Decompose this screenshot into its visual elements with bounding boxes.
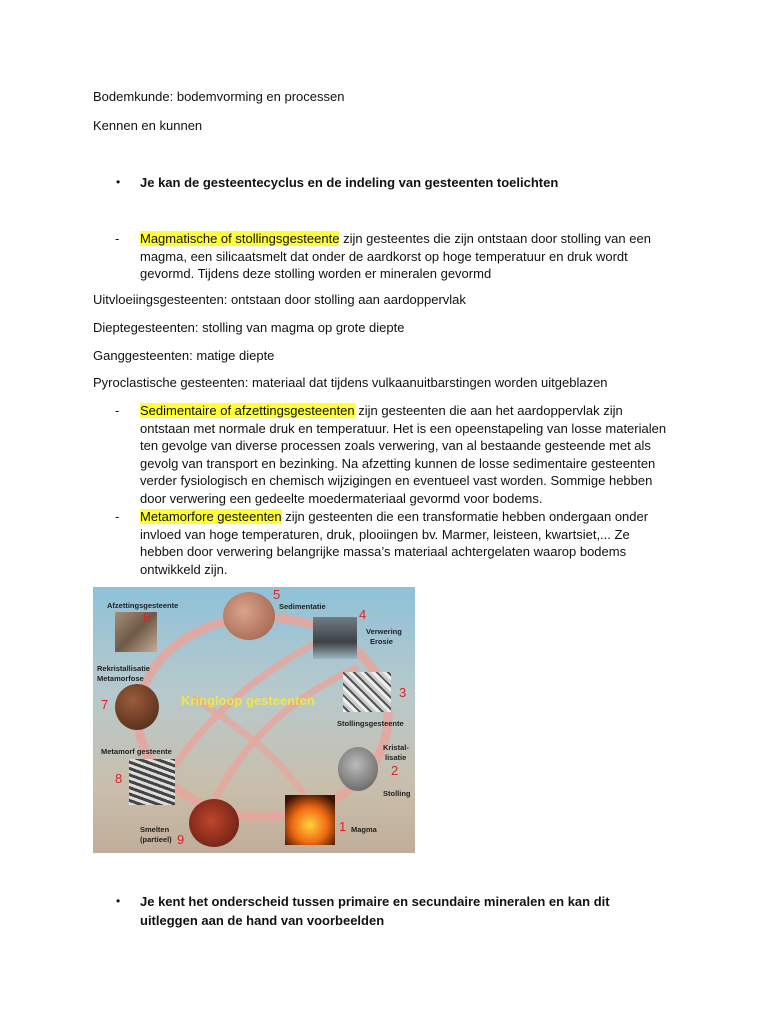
- sedimentair-line: gevolg van transport en bezinking. Na afzetting kunnen de losse sedimentaire gesteenten: [140, 455, 656, 471]
- label-erosie: Erosie: [370, 637, 393, 646]
- label-smelten: Smelten: [140, 825, 170, 834]
- type-uitvloeiing: Uitvloeiingsgesteenten: ontstaan door stolling aan aardoppervlak: [93, 292, 466, 307]
- magmatisch-line-1: zijn gesteentes die zijn ontstaan door stolling van een: [339, 231, 651, 246]
- igneous-rock-image: [343, 672, 391, 712]
- type-pyroclastisch: Pyroclastische gesteenten: materiaal dat tijdens vulkaanuitbarstingen worden uitgeblazen: [93, 375, 608, 390]
- sedimentair-line-1: zijn gesteenten die aan het aardoppervlak zijn: [354, 403, 623, 418]
- metamorf-line: hebben door verwering belangrijke massa’s materiaal achtergelaten waarop bodems: [140, 544, 627, 560]
- type-diepte: Dieptegesteenten: stolling van magma op grote diepte: [93, 320, 405, 335]
- bullet-2-symbol: •: [116, 894, 121, 908]
- label-kristallisatie-2: lisatie: [385, 753, 407, 762]
- label-sedimentatie: Sedimentatie: [279, 602, 326, 611]
- step-number-5: 5: [273, 587, 281, 602]
- magma-image: [285, 795, 335, 845]
- paragraph-metamorf: [140, 508, 680, 578]
- step-number-2: 2: [391, 763, 399, 778]
- highlight-magmatisch: Magmatische of stollingsgesteente: [140, 231, 340, 246]
- metamorf-line: invloed van hoge temperaturen, druk, plooiingen bv. Marmer, leisteen, kwartsiet,... Ze: [140, 526, 630, 542]
- rock-cycle-diagram: [93, 587, 415, 853]
- label-metamorfose: Metamorfose: [97, 674, 144, 683]
- metamorf-line: ontwikkeld zijn.: [140, 561, 228, 577]
- bullet-1-text: Je kan de gesteentecyclus en de indeling van gesteenten toelichten: [140, 175, 559, 190]
- recrystallized-rock-image: [115, 684, 159, 730]
- sedimentair-line: ontstaan met normale druk en temperatuur. Het is een opeenstapeling van losse materialen: [140, 420, 667, 436]
- label-verwering: Verwering: [366, 627, 402, 636]
- label-stollingsgesteente: Stollingsgesteente: [337, 719, 404, 728]
- label-kristallisatie-1: Kristal-: [383, 743, 409, 752]
- dash-sedimentair: -: [115, 403, 120, 418]
- magmatisch-line-3: gevormd. Tijdens deze stolling worden er mineralen gevormd: [140, 266, 492, 282]
- highlight-sedimentair: Sedimentaire of afzettingsgesteenten: [140, 403, 355, 418]
- bullet-2-line-1: Je kent het onderscheid tussen primaire en secundaire mineralen en kan dit: [140, 894, 610, 909]
- label-metamorf-gesteente: Metamorf gesteente: [101, 747, 172, 756]
- bullet-2-line-2: uitleggen aan de hand van voorbeelden: [140, 913, 385, 928]
- step-number-8: 8: [115, 771, 123, 786]
- step-number-4: 4: [359, 607, 367, 622]
- diagram-title: Kringloop gesteenten: [181, 693, 315, 708]
- label-afzettingsgesteente: Afzettingsgesteente: [107, 601, 179, 610]
- metamorf-line-1: zijn gesteenten die een transformatie hebben ondergaan onder: [281, 509, 649, 524]
- document-title: Bodemkunde: bodemvorming en processen: [93, 89, 345, 104]
- document-subtitle: Kennen en kunnen: [93, 118, 203, 133]
- sedimentary-rock-image: [115, 612, 157, 652]
- metamorphic-rock-image: [129, 759, 175, 805]
- type-gang: Ganggesteenten: matige diepte: [93, 348, 275, 363]
- melting-rock-image: [189, 799, 239, 847]
- sedimentair-line: door verwering een gedeelte moedermateriaal gevormd voor bodems.: [140, 490, 543, 506]
- highlight-metamorf: Metamorfore gesteenten: [140, 509, 282, 524]
- cliff-image: [313, 617, 357, 659]
- dash-metamorf: -: [115, 509, 120, 524]
- sediment-rock-image: [223, 592, 275, 640]
- label-stolling: Stolling: [383, 789, 411, 798]
- paragraph-magmatisch: [140, 230, 680, 283]
- label-partieel: (partieel): [140, 835, 172, 844]
- label-magma: Magma: [351, 825, 377, 834]
- paragraph-sedimentair: [140, 402, 680, 508]
- dash-magmatisch: -: [115, 231, 120, 246]
- magmatisch-line-2: magma, een silicaatsmelt dat onder de aardkorst op hoge temperatuur en druk wordt: [140, 248, 628, 264]
- step-number-7: 7: [101, 697, 109, 712]
- step-number-9: 9: [177, 832, 185, 847]
- sedimentair-line: ten gevolge van diverse processen zoals verwering, van al bestaande gesteende met als: [140, 438, 651, 454]
- crystals-image: [338, 747, 378, 791]
- step-number-6: 6: [143, 610, 151, 625]
- bullet-1-symbol: •: [116, 175, 121, 189]
- sedimentair-line: verder fysiologisch en chemisch wijzigingen en eventueel vast worden. Sommige hebben: [140, 473, 653, 489]
- step-number-1: 1: [339, 819, 347, 834]
- label-rekristallisatie: Rekristallisatie: [97, 664, 150, 673]
- step-number-3: 3: [399, 685, 407, 700]
